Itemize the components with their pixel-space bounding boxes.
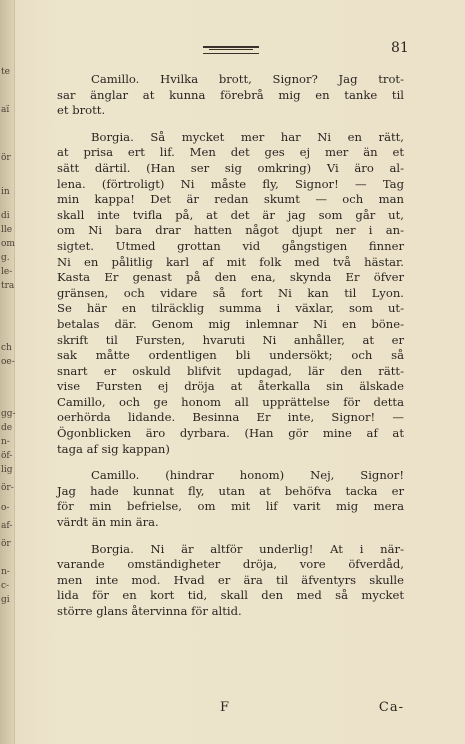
catchword: Ca- (378, 700, 404, 715)
page-footer (57, 700, 404, 716)
text-line: men inte mod. Hvad er ära til äfventyrs skulle (57, 572, 404, 587)
margin-fragment: de (1, 423, 13, 433)
text-line: Camillo, och ge honom all upprättelse för detta (57, 394, 404, 409)
text-line: Jag hade kunnat fly, utan at behöfva tacka er (57, 483, 404, 498)
text-line: sak måtte ordentligen bli undersökt; och så (57, 348, 404, 363)
margin-fragment: in (1, 187, 10, 197)
text-line: Se här en tilräcklig summa i växlar, som ut- (57, 301, 404, 316)
text-line: lena. (förtroligt) Ni måste fly, Signor! — Tag (57, 176, 404, 191)
text-line: Ögonblicken äro dyrbara. (Han gör mine af at (57, 426, 404, 441)
header-ornament (203, 46, 259, 54)
margin-fragment: ch (1, 343, 12, 353)
page-number: 81 (391, 40, 409, 56)
text-line: skall inte tvifla på, at det är jag som går ut, (57, 207, 404, 222)
margin-fragment: ör- (1, 483, 14, 493)
text-line: sar änglar at kunna förebrå mig en tanke til (57, 87, 404, 102)
margin-fragment: tra (1, 281, 15, 291)
text-line: värdt än min ära. (57, 515, 159, 530)
text-line: Borgia. Så mycket mer har Ni en rätt, (91, 129, 404, 144)
margin-fragment: ör (1, 539, 11, 549)
margin-fragment: n- (1, 567, 10, 577)
text-line: oerhörda lidande. Besinna Er inte, Signor! — (57, 410, 404, 425)
text-line: varande omständigheter dröja, vore öfverdåd, (57, 557, 404, 572)
margin-fragment: ör (1, 153, 11, 163)
text-line: sigtet. Utmed grottan vid gångstigen finner (57, 238, 404, 253)
margin-fragment: lig (1, 465, 13, 475)
margin-fragment: gg- (1, 409, 16, 419)
margin-fragment: aï (1, 105, 10, 115)
text-line: Borgia. Ni är altför underlig! At i när- (91, 541, 404, 556)
text-line: vise Fursten ej dröja at återkalla sin älskade (57, 379, 404, 394)
margin-fragment: te (1, 67, 10, 77)
margin-fragment: di (1, 211, 10, 221)
margin-fragment: o- (1, 503, 10, 513)
text-line: lida för en kort tid, skall den med så mycket (57, 588, 404, 603)
text-line: gränsen, och vidare så fort Ni kan til Lyon. (57, 285, 404, 300)
signature-mark: F (220, 700, 230, 715)
margin-fragment: öf- (1, 451, 13, 461)
text-line: betalas där. Genom mig inlemnar Ni en böne- (57, 316, 404, 331)
body-text (57, 72, 404, 620)
margin-fragment: g. (1, 253, 10, 263)
margin-fragment: c- (1, 581, 10, 591)
text-line: taga af sig kappan) (57, 441, 170, 456)
margin-fragment: gi (1, 595, 10, 605)
text-line: snart er oskuld blifvit updagad, lär den rätt- (57, 363, 404, 378)
facing-page-margin (0, 0, 15, 744)
margin-fragment: n- (1, 437, 10, 447)
margin-fragment: om (1, 239, 15, 249)
margin-fragment: af- (1, 521, 13, 531)
margin-fragment: lle (1, 225, 13, 235)
text-line: Camillo. Hvilka brott, Signor? Jag trot- (91, 72, 404, 86)
text-line: större glans återvinna för altid. (57, 604, 242, 618)
text-line: Camillo. (hindrar honom) Nej, Signor! (91, 468, 404, 483)
text-line: et brott. (57, 103, 106, 118)
text-line: om Ni bara drar hatten något djupt ner i an- (57, 223, 404, 238)
margin-fragment: oe- (1, 357, 15, 367)
margin-fragment: le- (1, 267, 13, 277)
text-line: min kappa! Det är redan skumt — och man (57, 192, 404, 207)
text-line: Ni en pålitlig karl af mit folk med två hästar. (57, 254, 404, 269)
text-line: skrift til Fursten, hvaruti Ni anhåller, at er (57, 332, 404, 347)
text-line: Kasta Er genast på den ena, skynda Er öfver (57, 270, 404, 285)
text-line: sätt därtil. (Han ser sig omkring) Vi äro al- (57, 160, 404, 175)
text-line: för min befrielse, om mit lif varit mig mera (57, 499, 404, 514)
text-line: at prisa ert lif. Men det ges ej mer än et (57, 145, 404, 160)
